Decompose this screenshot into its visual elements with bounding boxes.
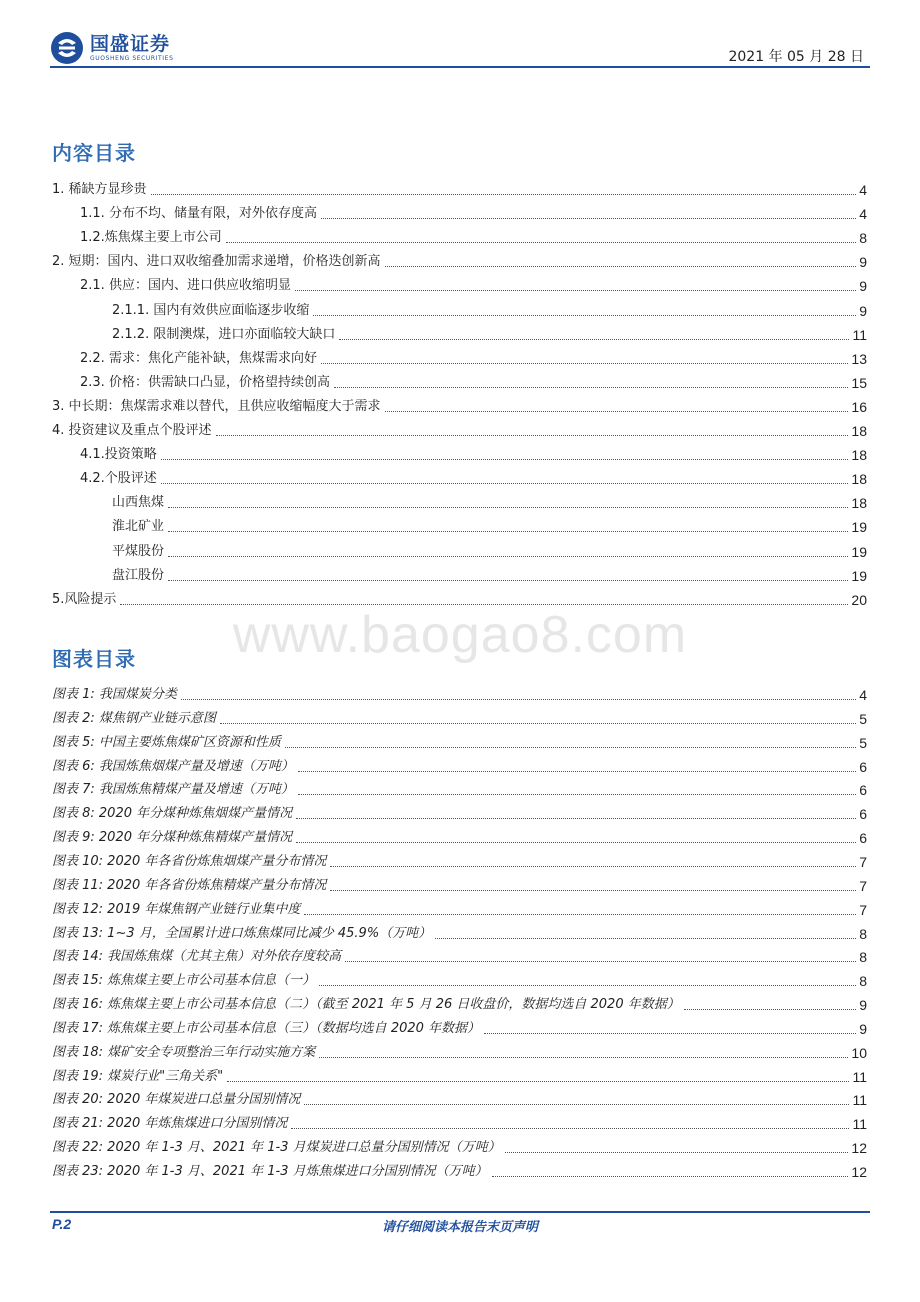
entry-page-number: 11 [852,1116,867,1133]
entry-page-number: 18 [851,423,867,439]
entry-page-number: 18 [851,471,867,488]
figure-entry[interactable] [52,825,867,847]
entry-label: 1.1. 分布不均、储量有限，对外依存度高 [80,206,317,222]
toc-entry[interactable] [52,177,867,199]
footer-divider [50,1211,870,1213]
figure-entry[interactable] [52,849,867,871]
entry-label: 盘江股份 [112,567,165,583]
leader-dots [296,842,856,843]
brand-logo [50,28,173,68]
entry-label: 2.1.2. 限制澳煤，进口亦面临较大缺口 [112,326,336,342]
entry-label: 4.1.投资策略 [80,447,157,463]
leader-dots [385,266,857,267]
page-number: P.2 [52,1216,72,1232]
leader-dots [285,747,856,748]
toc-entry[interactable] [52,466,867,488]
entry-page-number: 8 [859,925,867,942]
entry-label: 图表 7: 我国炼焦精煤产量及增速（万吨） [52,782,294,798]
leader-dots [345,961,856,962]
disclaimer-note: 请仔细阅读本报告末页声明 [381,1220,538,1235]
entry-label: 图表 13: 1~3 月，全国累计进口炼焦煤同比减少 45.9%（万吨） [52,925,432,941]
toc-entry[interactable] [52,346,867,368]
leader-dots [334,387,848,388]
leader-dots [330,890,856,891]
figure-entry[interactable] [52,1159,867,1181]
entry-label: 2.1.1. 国内有效供应面临逐步收缩 [112,302,310,318]
leader-dots [339,339,849,340]
entry-page-number: 9 [859,302,867,319]
entry-page-number: 4 [859,687,867,703]
entry-page-number: 5 [859,734,867,751]
figure-entry[interactable] [52,1040,867,1062]
entry-label: 山西焦煤 [112,495,165,511]
entry-page-number: 16 [851,398,867,415]
leader-dots [505,1152,849,1153]
entry-label: 图表 11: 2020 年各省份炼焦精煤产量分布情况 [52,877,327,893]
leader-dots [684,1009,856,1010]
entry-label: 图表 12: 2019 年煤焦钢产业链行业集中度 [52,901,301,917]
leader-dots [168,556,848,557]
leader-dots [216,435,849,436]
entry-label: 图表 1: 我国煤炭分类 [52,687,177,702]
entry-page-number: 10 [851,1044,867,1061]
entry-label: 2.1. 供应：国内、进口供应收缩明显 [80,278,291,294]
figure-entry[interactable] [52,873,867,895]
page-header [0,0,920,70]
leader-dots [168,580,848,581]
figure-entry[interactable] [52,682,867,704]
toc-entry[interactable] [52,442,867,464]
entry-page-number: 6 [859,806,867,823]
entry-page-number: 7 [859,901,867,918]
figure-entry[interactable] [52,968,867,990]
entry-label: 图表 17: 炼焦煤主要上市公司基本信息（三）（数据均选自 2020 年数据） [52,1020,481,1036]
leader-dots [304,1104,849,1105]
figure-entry[interactable] [52,897,867,919]
figures-title: 图表目录 [52,647,136,671]
entry-label: 2. 短期：国内、进口双收缩叠加需求递增，价格迭创新高 [52,254,381,270]
leader-dots [319,1057,848,1058]
figure-entry[interactable] [52,992,867,1014]
logo-en-text: GUOSHENG SECURITIES [90,55,174,62]
entry-page-number: 9 [859,997,867,1014]
leader-dots [168,507,848,508]
leader-dots [227,1081,849,1082]
toc-entry[interactable] [52,490,867,512]
leader-dots [330,866,856,867]
entry-label: 1. 稀缺方显珍贵 [52,182,147,197]
entry-label: 图表 9: 2020 年分煤种炼焦精煤产量情况 [52,830,293,846]
leader-dots [304,914,856,915]
entry-label: 图表 19: 煤炭行业"三角关系" [52,1068,224,1084]
entry-label: 图表 6: 我国炼焦烟煤产量及增速（万吨） [52,758,294,774]
entry-page-number: 11 [852,1092,867,1109]
leader-dots [220,723,856,724]
toc-entry[interactable] [52,563,867,585]
leader-dots [181,699,856,700]
entry-page-number: 9 [859,254,867,271]
watermark: www.baogao8.com [232,606,688,664]
entry-label: 图表 2: 煤焦钢产业链示意图 [52,710,216,726]
leader-dots [296,818,856,819]
header-divider [50,66,870,68]
leader-dots [321,218,856,219]
toc-entry[interactable] [52,322,867,344]
entry-page-number: 7 [859,853,867,870]
toc-entry[interactable] [52,273,867,295]
entry-label: 图表 15: 炼焦煤主要上市公司基本信息（一） [52,973,316,989]
entry-label: 图表 18: 煤矿安全专项整治三年行动实施方案 [52,1044,316,1060]
leader-dots [161,483,849,484]
entry-page-number: 5 [859,710,867,727]
figure-entry[interactable] [52,944,867,966]
logo-cn-text: 国盛证券 [90,33,171,55]
entry-page-number: 9 [859,278,867,295]
entry-page-number: 6 [859,758,867,775]
figure-entry[interactable] [52,706,867,728]
leader-dots [291,1128,849,1129]
entry-label: 图表 8: 2020 年分煤种炼焦烟煤产量情况 [52,806,293,822]
toc-entry[interactable] [52,514,867,536]
entry-label: 淮北矿业 [112,519,165,535]
figure-entry[interactable] [52,1064,867,1086]
entry-label: 图表 22: 2020 年 1-3 月、2021 年 1-3 月煤炭进口总量分国别情况（万吨） [52,1140,501,1156]
entry-page-number: 12 [851,1140,867,1157]
leader-dots [298,771,856,772]
figure-entry[interactable] [52,730,867,752]
figure-entry[interactable] [52,1016,867,1038]
leader-dots [298,794,856,795]
entry-label: 5.风险提示 [52,591,117,607]
entry-label: 图表 14: 我国炼焦煤（尤其主焦）对外依存度较高 [52,949,342,965]
toc-entry[interactable] [52,370,867,392]
entry-page-number: 20 [851,591,867,608]
entry-page-number: 11 [852,326,867,343]
leader-dots [313,315,856,316]
leader-dots [385,411,849,412]
entry-page-number: 12 [851,1164,867,1180]
entry-label: 2.3. 价格：供需缺口凸显，价格望持续创高 [80,374,330,390]
entry-label: 图表 10: 2020 年各省份炼焦烟煤产量分布情况 [52,853,327,869]
entry-label: 2.2. 需求：焦化产能补缺，焦煤需求向好 [80,350,317,366]
entry-page-number: 19 [851,567,867,584]
toc-entry[interactable] [52,539,867,561]
leader-dots [226,242,856,243]
leader-dots [492,1176,849,1177]
entry-page-number: 4 [859,206,867,223]
report-date: 2021 年 05 月 28 日 [728,49,864,65]
entry-page-number: 9 [859,1020,867,1037]
toc-entry[interactable] [52,298,867,320]
entry-page-number: 8 [859,230,867,247]
leader-dots [435,938,856,939]
figure-entry[interactable] [52,1135,867,1157]
entry-page-number: 6 [859,830,867,847]
figure-entry[interactable] [52,754,867,776]
entry-label: 4. 投资建议及重点个股评述 [52,423,212,438]
entry-page-number: 18 [851,495,867,512]
entry-label: 图表 23: 2020 年 1-3 月、2021 年 1-3 月炼焦煤进口分国别情况（万吨） [52,1164,488,1179]
toc-entry[interactable] [52,418,867,440]
entry-page-number: 4 [859,182,867,198]
entry-page-number: 15 [851,374,867,391]
toc-entry[interactable] [52,394,867,416]
entry-label: 图表 16: 炼焦煤主要上市公司基本信息（二）（截至 2021 年 5 月 26 日收盘价，数据均选自 2020 年数据） [52,997,680,1013]
entry-label: 图表 21: 2020 年炼焦煤进口分国别情况 [52,1116,288,1132]
entry-label: 图表 5: 中国主要炼焦煤矿区资源和性质 [52,734,281,750]
leader-dots [321,363,848,364]
entry-page-number: 11 [852,1068,867,1085]
figure-entry[interactable] [52,921,867,943]
leader-dots [295,290,856,291]
figure-entry[interactable] [52,1111,867,1133]
toc-entry[interactable] [52,249,867,271]
entry-page-number: 19 [851,543,867,560]
toc-entry[interactable] [52,225,867,247]
figure-entry[interactable] [52,777,867,799]
entry-label: 图表 20: 2020 年煤炭进口总量分国别情况 [52,1092,301,1108]
entry-label: 1.2.炼焦煤主要上市公司 [80,230,222,246]
entry-page-number: 19 [851,519,867,536]
entry-page-number: 13 [851,350,867,367]
leader-dots [161,459,849,460]
entry-label: 3. 中长期：焦煤需求难以替代，且供应收缩幅度大于需求 [52,398,381,414]
figure-entry[interactable] [52,801,867,823]
leader-dots [151,194,857,195]
leader-dots [319,985,856,986]
entry-page-number: 18 [851,447,867,464]
entry-page-number: 7 [859,877,867,894]
entry-page-number: 6 [859,782,867,799]
toc-entry[interactable] [52,201,867,223]
leader-dots [484,1033,856,1034]
entry-label: 平煤股份 [112,543,165,559]
toc-title: 内容目录 [52,141,136,165]
leader-dots [168,531,848,532]
entry-label: 4.2.个股评述 [80,471,157,487]
guosheng-logo-icon [50,31,84,65]
figure-entry[interactable] [52,1087,867,1109]
entry-page-number: 8 [859,949,867,966]
entry-page-number: 8 [859,973,867,990]
